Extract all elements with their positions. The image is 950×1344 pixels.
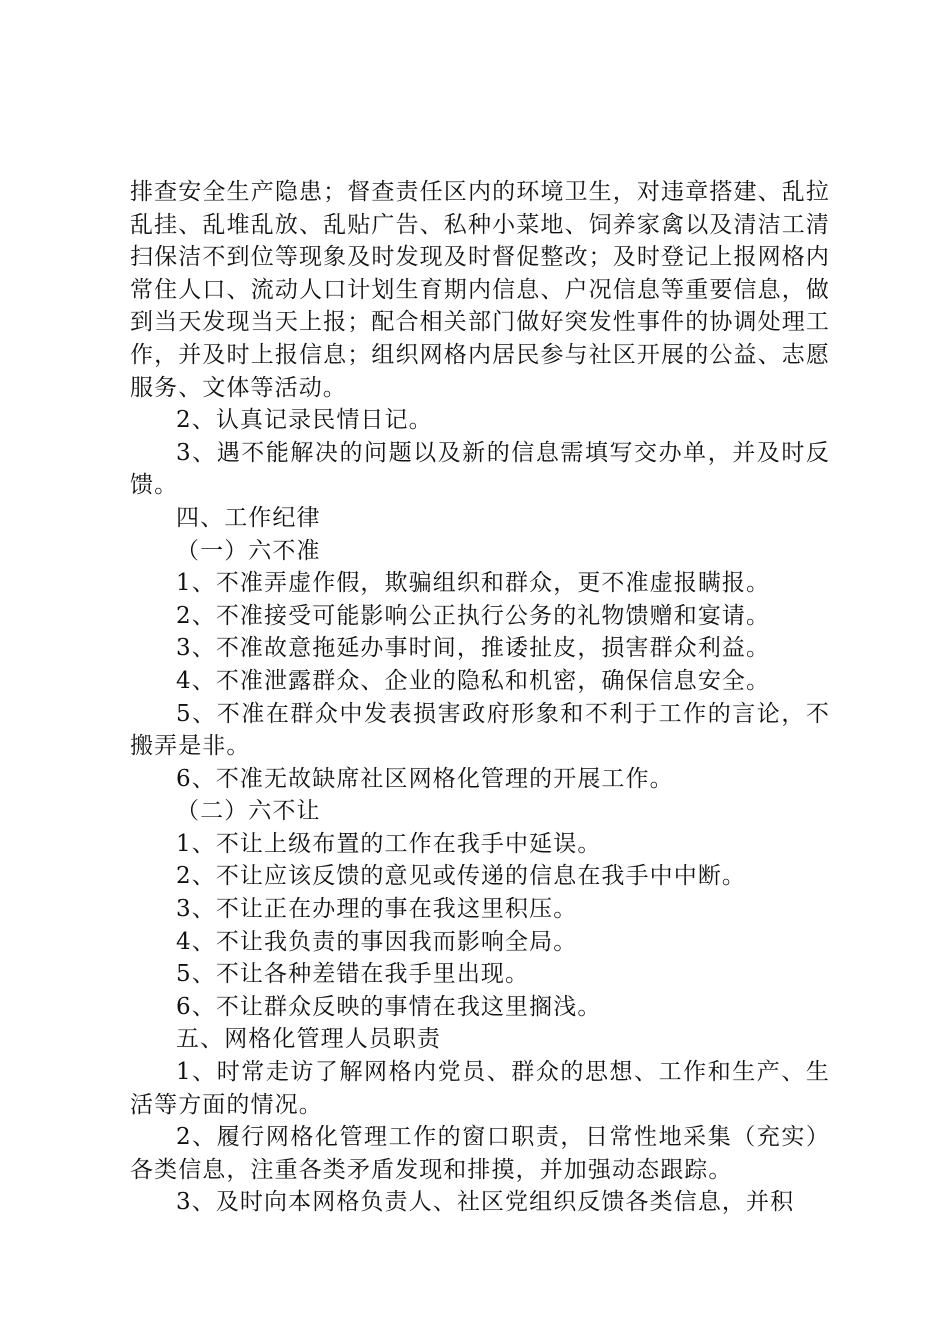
paragraph-item-3: 3、遇不能解决的问题以及新的信息需填写交办单，并及时反馈。 bbox=[130, 439, 830, 499]
section-heading-duties: 五、网格化管理人员职责 bbox=[176, 1026, 442, 1053]
section-heading-discipline: 四、工作纪律 bbox=[176, 504, 321, 531]
subsection-heading-six-prohibitions: （一）六不准 bbox=[176, 537, 321, 564]
no-let-item-1: 1、不让上级布置的工作在我手中延误。 bbox=[176, 830, 602, 857]
paragraph-item-2: 2、认真记录民情日记。 bbox=[176, 407, 433, 434]
duty-item-3: 3、及时向本网格负责人、社区党组织反馈各类信息，并积 bbox=[176, 1189, 795, 1216]
no-let-item-2: 2、不让应该反馈的意见或传递的信息在我手中中断。 bbox=[176, 863, 747, 890]
subsection-heading-six-no-lets: （二）六不让 bbox=[176, 798, 321, 825]
document-body bbox=[130, 176, 830, 1219]
prohibition-item-3: 3、不准故意拖延办事时间，推诿扯皮，损害群众利益。 bbox=[176, 635, 771, 662]
paragraph-continuation: 排查安全生产隐患；督查责任区内的环境卫生，对违章搭建、乱拉乱挂、乱堆乱放、乱贴广告、私种小菜地、饲养家禽以及清洁工清扫保洁不到位等现象及时发现及时督促整改；及时登记上报网格内常住人口、流动人口计划生育期内信息、户况信息等重要信息，做到当天发现当天上报；配合相关部门做好突发性事件的协调处理工作，并及时上报信息；组织网格内居民参与社区开展的公益、志愿服务、文体等活动。 bbox=[130, 179, 830, 401]
prohibition-item-1: 1、不准弄虚作假，欺骗组织和群众，更不准虚报瞒报。 bbox=[176, 570, 771, 597]
no-let-item-3: 3、不让正在办理的事在我这里积压。 bbox=[176, 896, 578, 923]
duty-item-2: 2、履行网格化管理工作的窗口职责，日常性地采集（充实）各类信息，注重各类矛盾发现和排摸，并加强动态跟踪。 bbox=[130, 1124, 830, 1183]
prohibition-item-4: 4、不准泄露群众、企业的隐私和机密，确保信息安全。 bbox=[176, 667, 771, 694]
no-let-item-6: 6、不让群众反映的事情在我这里搁浅。 bbox=[176, 993, 602, 1020]
prohibition-item-5: 5、不准在群众中发表损害政府形象和不利于工作的言论，不搬弄是非。 bbox=[130, 700, 830, 760]
no-let-item-4: 4、不让我负责的事因我而影响全局。 bbox=[176, 928, 578, 955]
prohibition-item-6: 6、不准无故缺席社区网格化管理的开展工作。 bbox=[176, 765, 674, 792]
duty-item-1: 1、时常走访了解网格内党员、群众的思想、工作和生产、生活等方面的情况。 bbox=[130, 1059, 830, 1118]
no-let-item-5: 5、不让各种差错在我手里出现。 bbox=[176, 961, 530, 988]
prohibition-item-2: 2、不准接受可能影响公正执行公务的礼物馈赠和宴请。 bbox=[176, 602, 771, 629]
